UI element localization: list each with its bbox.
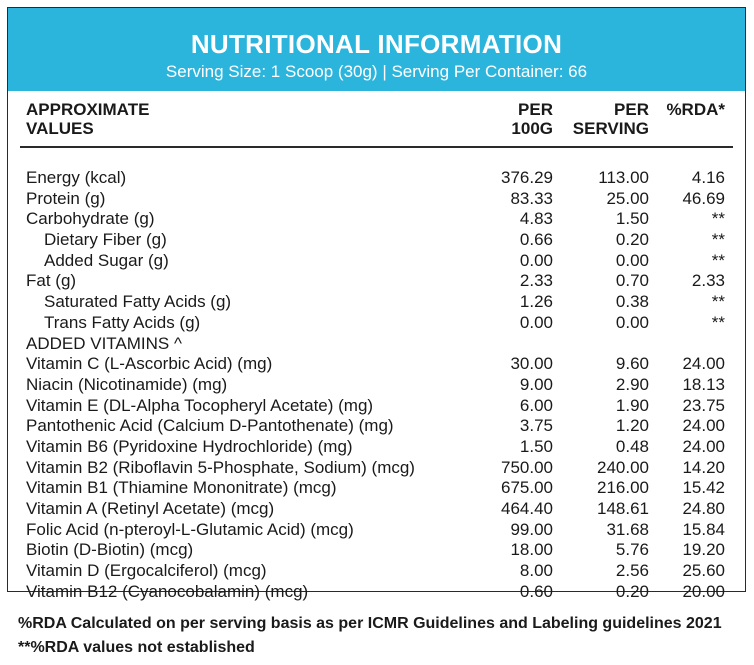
value-per-100g: 4.83 (519, 209, 553, 229)
value-rda: 24.80 (682, 499, 725, 518)
value-rda: ** (711, 209, 725, 229)
value-per-serving: 0.00 (615, 312, 649, 332)
page-title: NUTRITIONAL INFORMATION (190, 29, 563, 59)
value-rda: 24.00 (682, 354, 725, 374)
table-row (8, 458, 745, 479)
value-rda: 14.20 (682, 457, 725, 477)
value-per-serving: 148.61 (597, 499, 649, 518)
table-row (8, 354, 745, 375)
nutrient-label: Vitamin C (L-Ascorbic Acid) (mg) (26, 354, 273, 374)
value-rda: 23.75 (682, 395, 725, 415)
value-per-serving: 31.68 (606, 519, 649, 539)
nutrient-label: ADDED VITAMINS ^ (26, 333, 182, 353)
value-per-serving: 216.00 (597, 478, 649, 498)
table-row (8, 561, 745, 582)
nutrient-label: Vitamin B12 (Cyanocobalamin) (mcg) (26, 581, 309, 601)
value-per-serving: 0.70 (615, 271, 649, 291)
column-header-per100g-line1: PER (518, 100, 553, 119)
table-header (8, 100, 745, 144)
value-per-100g: 30.00 (510, 354, 553, 374)
value-per-serving: 9.60 (615, 354, 649, 374)
value-per-100g: 675.00 (501, 478, 553, 498)
nutrient-label: Pantothenic Acid (Calcium D-Pantothenate) (mg) (26, 416, 394, 436)
table-row (8, 230, 745, 251)
nutrient-label: Vitamin B6 (Pyridoxine Hydrochloride) (mg) (26, 436, 353, 456)
footnotes (18, 612, 722, 660)
column-header-values-line2: VALUES (26, 119, 94, 138)
nutrient-label: Added Sugar (g) (44, 250, 169, 270)
header-banner (8, 8, 745, 91)
value-per-100g: 0.00 (519, 250, 553, 270)
value-rda: 15.42 (682, 478, 725, 498)
value-rda: 4.16 (691, 168, 725, 187)
value-rda: 46.69 (682, 188, 725, 208)
nutrient-table-body (8, 168, 745, 602)
value-per-serving: 0.48 (615, 436, 649, 456)
value-rda: 20.00 (682, 581, 725, 601)
value-per-serving: 0.00 (615, 250, 649, 270)
value-per-100g: 1.50 (519, 436, 553, 456)
value-rda: 2.33 (691, 271, 725, 291)
table-row (8, 209, 745, 230)
value-per-serving: 1.20 (615, 416, 649, 436)
value-per-serving: 113.00 (598, 168, 649, 187)
nutrient-label: Vitamin B2 (Riboflavin 5-Phosphate, Sodium) (mcg) (26, 457, 415, 477)
table-row (8, 313, 745, 334)
serving-info: Serving Size: 1 Scoop (30g) | Serving Per Container: 66 (165, 62, 588, 81)
column-header-per100g-line2: 100G (511, 119, 553, 138)
nutrient-label: Trans Fatty Acids (g) (44, 312, 201, 332)
value-per-serving: 5.76 (615, 540, 649, 560)
value-per-serving: 1.50 (615, 209, 649, 229)
nutrient-label: Fat (g) (26, 271, 77, 291)
value-per-100g: 18.00 (510, 540, 553, 560)
nutrient-label: Folic Acid (n-pteroyl-L-Glutamic Acid) (mcg) (26, 519, 354, 539)
table-row (8, 478, 745, 499)
table-row (8, 437, 745, 458)
value-per-serving: 2.90 (615, 374, 649, 394)
value-per-100g: 9.00 (519, 374, 553, 394)
nutrient-label: Vitamin B1 (Thiamine Mononitrate) (mcg) (26, 478, 337, 498)
column-header-rda-label: %RDA* (666, 100, 725, 119)
value-per-serving: 1.90 (615, 395, 649, 415)
nutrient-label: Energy (kcal) (26, 168, 127, 187)
table-row (8, 292, 745, 313)
value-per-serving: 0.20 (615, 581, 649, 601)
nutrition-panel (7, 7, 746, 601)
value-rda: 15.84 (682, 519, 725, 539)
value-rda: ** (711, 250, 725, 270)
value-per-100g: 0.00 (519, 312, 553, 332)
value-per-100g: 1.26 (519, 292, 553, 312)
footnote-rda-not-established: **%RDA values not established (18, 639, 255, 656)
table-row (8, 334, 745, 355)
value-rda: ** (711, 230, 725, 250)
column-header-rda (666, 100, 725, 119)
value-per-100g: 99.00 (510, 519, 553, 539)
nutrient-label: Dietary Fiber (g) (44, 230, 167, 250)
nutrient-label: Saturated Fatty Acids (g) (44, 292, 232, 312)
nutrient-label: Vitamin D (Ergocalciferol) (mcg) (26, 561, 267, 581)
column-header-values-line1: APPROXIMATE (26, 100, 150, 119)
footnote-rda-basis: %RDA Calculated on per serving basis as per ICMR Guidelines and Labeling guidelines 2021 (18, 615, 722, 632)
value-per-100g: 464.40 (501, 499, 553, 518)
value-per-100g: 0.66 (519, 230, 553, 250)
value-per-100g: 8.00 (519, 561, 553, 581)
value-per-100g: 750.00 (501, 457, 553, 477)
column-header-perserving-line1: PER (614, 100, 649, 119)
table-row (8, 189, 745, 210)
column-header-values (26, 100, 149, 138)
header-divider (20, 146, 733, 148)
value-rda: ** (711, 312, 725, 332)
nutrient-label: Vitamin E (DL-Alpha Tocopheryl Acetate) (mg) (26, 395, 374, 415)
column-header-per100g (511, 100, 553, 138)
value-per-100g: 0.60 (519, 581, 553, 601)
value-per-serving: 0.20 (615, 230, 649, 250)
value-per-100g: 376.29 (501, 168, 553, 187)
nutrient-label: Protein (g) (26, 188, 106, 208)
nutrient-label: Carbohydrate (g) (26, 209, 155, 229)
value-rda: ** (711, 292, 725, 312)
table-row (8, 271, 745, 292)
value-per-100g: 6.00 (519, 395, 553, 415)
value-per-100g: 2.33 (519, 271, 553, 291)
value-rda: 25.60 (682, 561, 725, 581)
table-row (8, 396, 745, 417)
value-per-serving: 2.56 (615, 561, 649, 581)
table-row (8, 520, 745, 541)
table-row (8, 540, 745, 561)
value-per-100g: 83.33 (510, 188, 553, 208)
table-row (8, 251, 745, 272)
nutrient-label: Biotin (D-Biotin) (mcg) (26, 540, 194, 560)
table-row (8, 582, 745, 603)
value-per-serving: 240.00 (597, 457, 649, 477)
value-rda: 24.00 (682, 416, 725, 436)
value-per-100g: 3.75 (519, 416, 553, 436)
table-row (8, 375, 745, 396)
value-rda: 19.20 (682, 540, 725, 560)
column-header-perserving (573, 100, 649, 138)
value-rda: 24.00 (682, 436, 725, 456)
nutrient-label: Niacin (Nicotinamide) (mg) (26, 374, 228, 394)
value-per-serving: 0.38 (615, 292, 649, 312)
table-row (8, 416, 745, 437)
value-rda: 18.13 (682, 374, 725, 394)
value-per-serving: 25.00 (606, 188, 649, 208)
table-row (8, 168, 745, 189)
table-row (8, 499, 745, 520)
nutrient-label: Vitamin A (Retinyl Acetate) (mcg) (26, 499, 275, 518)
column-header-perserving-line2: SERVING (572, 119, 649, 138)
